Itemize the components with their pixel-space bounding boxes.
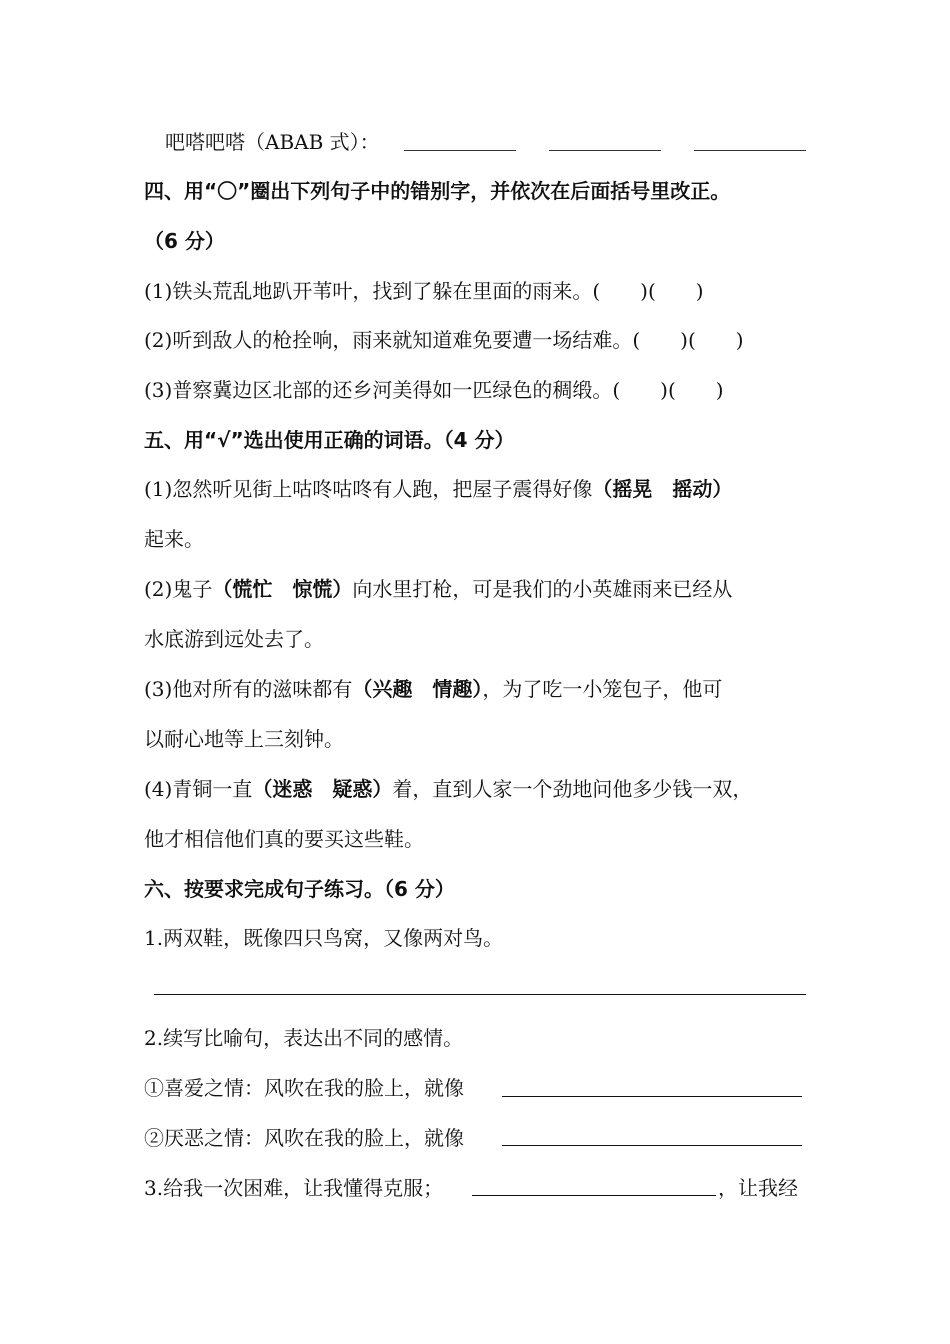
q1-pre: (1)忽然听见街上咕咚咕咚有人跑，把屋子震得好像 xyxy=(144,477,593,501)
q1-options[interactable]: （摇晃 摇动） xyxy=(592,477,733,501)
s1-answer-line[interactable] xyxy=(154,994,806,995)
item-1-text: (1)铁头荒乱地趴开苇叶，找到了躲在里面的雨来。( xyxy=(144,279,601,303)
q3-line-b: 以耐心地等上三刻钟。 xyxy=(144,727,344,751)
q4-options[interactable]: （迷惑 疑惑） xyxy=(252,777,393,801)
q4-pre: (4)青铜一直 xyxy=(144,777,253,801)
section4-item-3 xyxy=(144,376,724,404)
q3-pre: (3)他对所有的滋味都有 xyxy=(144,677,353,701)
item-2-paren-close: ) xyxy=(735,328,744,352)
abab-prompt: 吧嗒吧嗒（ABAB 式）： xyxy=(165,130,380,154)
s3-continuation: ，让我经 xyxy=(718,1176,798,1200)
item-3-paren-mid: )( xyxy=(660,378,676,402)
q4-line-a xyxy=(144,775,752,803)
s1-sentence: 1.两双鞋，既像四只鸟窝，又像两对鸟。 xyxy=(144,926,504,950)
s2b-answer-line[interactable] xyxy=(502,1145,802,1146)
item-3-paren-close: ) xyxy=(715,378,724,402)
item-1-paren-mid: )( xyxy=(640,279,656,303)
q1-line-b: 起来。 xyxy=(144,527,204,551)
q3-mid: ，为了吃一小笼包子，他可 xyxy=(482,677,723,701)
abab-blank-1[interactable] xyxy=(404,150,516,151)
item-2-text: (2)听到敌人的枪拴响，雨来就知道难免要遭一场结难。( xyxy=(144,328,641,352)
q2-pre: (2)鬼子 xyxy=(144,577,213,601)
s3-prompt: 3.给我一次困难，让我懂得克服； xyxy=(144,1176,444,1200)
q2-options[interactable]: （慌忙 惊慌） xyxy=(212,577,353,601)
s3-answer-line[interactable] xyxy=(472,1195,716,1196)
abab-blank-3[interactable] xyxy=(694,150,806,151)
q4-line-b: 他才相信他们真的要买这些鞋。 xyxy=(144,827,424,851)
s2b-prompt: ②厌恶之情：风吹在我的脸上，就像 xyxy=(144,1126,464,1150)
q4-mid: 着，直到人家一个劲地问他多少钱一双， xyxy=(392,777,753,801)
s2a-prompt: ①喜爱之情：风吹在我的脸上，就像 xyxy=(144,1076,464,1100)
item-1-paren-close: ) xyxy=(695,279,704,303)
item-3-text: (3)普察冀边区北部的还乡河美得如一匹绿色的稠缎。( xyxy=(144,378,621,402)
section4-score: （6 分） xyxy=(144,229,225,253)
section4-title: 四、用“〇”圈出下列句子中的错别字，并依次在后面括号里改正。 xyxy=(144,179,731,203)
section6-title: 六、按要求完成句子练习。（6 分） xyxy=(144,877,455,901)
section4-item-1 xyxy=(144,277,704,305)
q3-line-a xyxy=(144,675,722,703)
q3-options[interactable]: （兴趣 情趣） xyxy=(352,677,483,701)
abab-blank-2[interactable] xyxy=(549,150,661,151)
q2-line-b: 水底游到远处去了。 xyxy=(144,627,324,651)
section4-item-2 xyxy=(144,326,744,354)
q2-mid: 向水里打枪，可是我们的小英雄雨来已经从 xyxy=(352,577,733,601)
q1-line-a xyxy=(144,475,732,503)
section5-title: 五、用“√”选出使用正确的词语。（4 分） xyxy=(144,428,515,452)
item-2-paren-mid: )( xyxy=(680,328,696,352)
s2-instruction: 2.续写比喻句，表达出不同的感情。 xyxy=(144,1026,464,1050)
s2a-answer-line[interactable] xyxy=(502,1096,802,1097)
q2-line-a xyxy=(144,575,732,603)
